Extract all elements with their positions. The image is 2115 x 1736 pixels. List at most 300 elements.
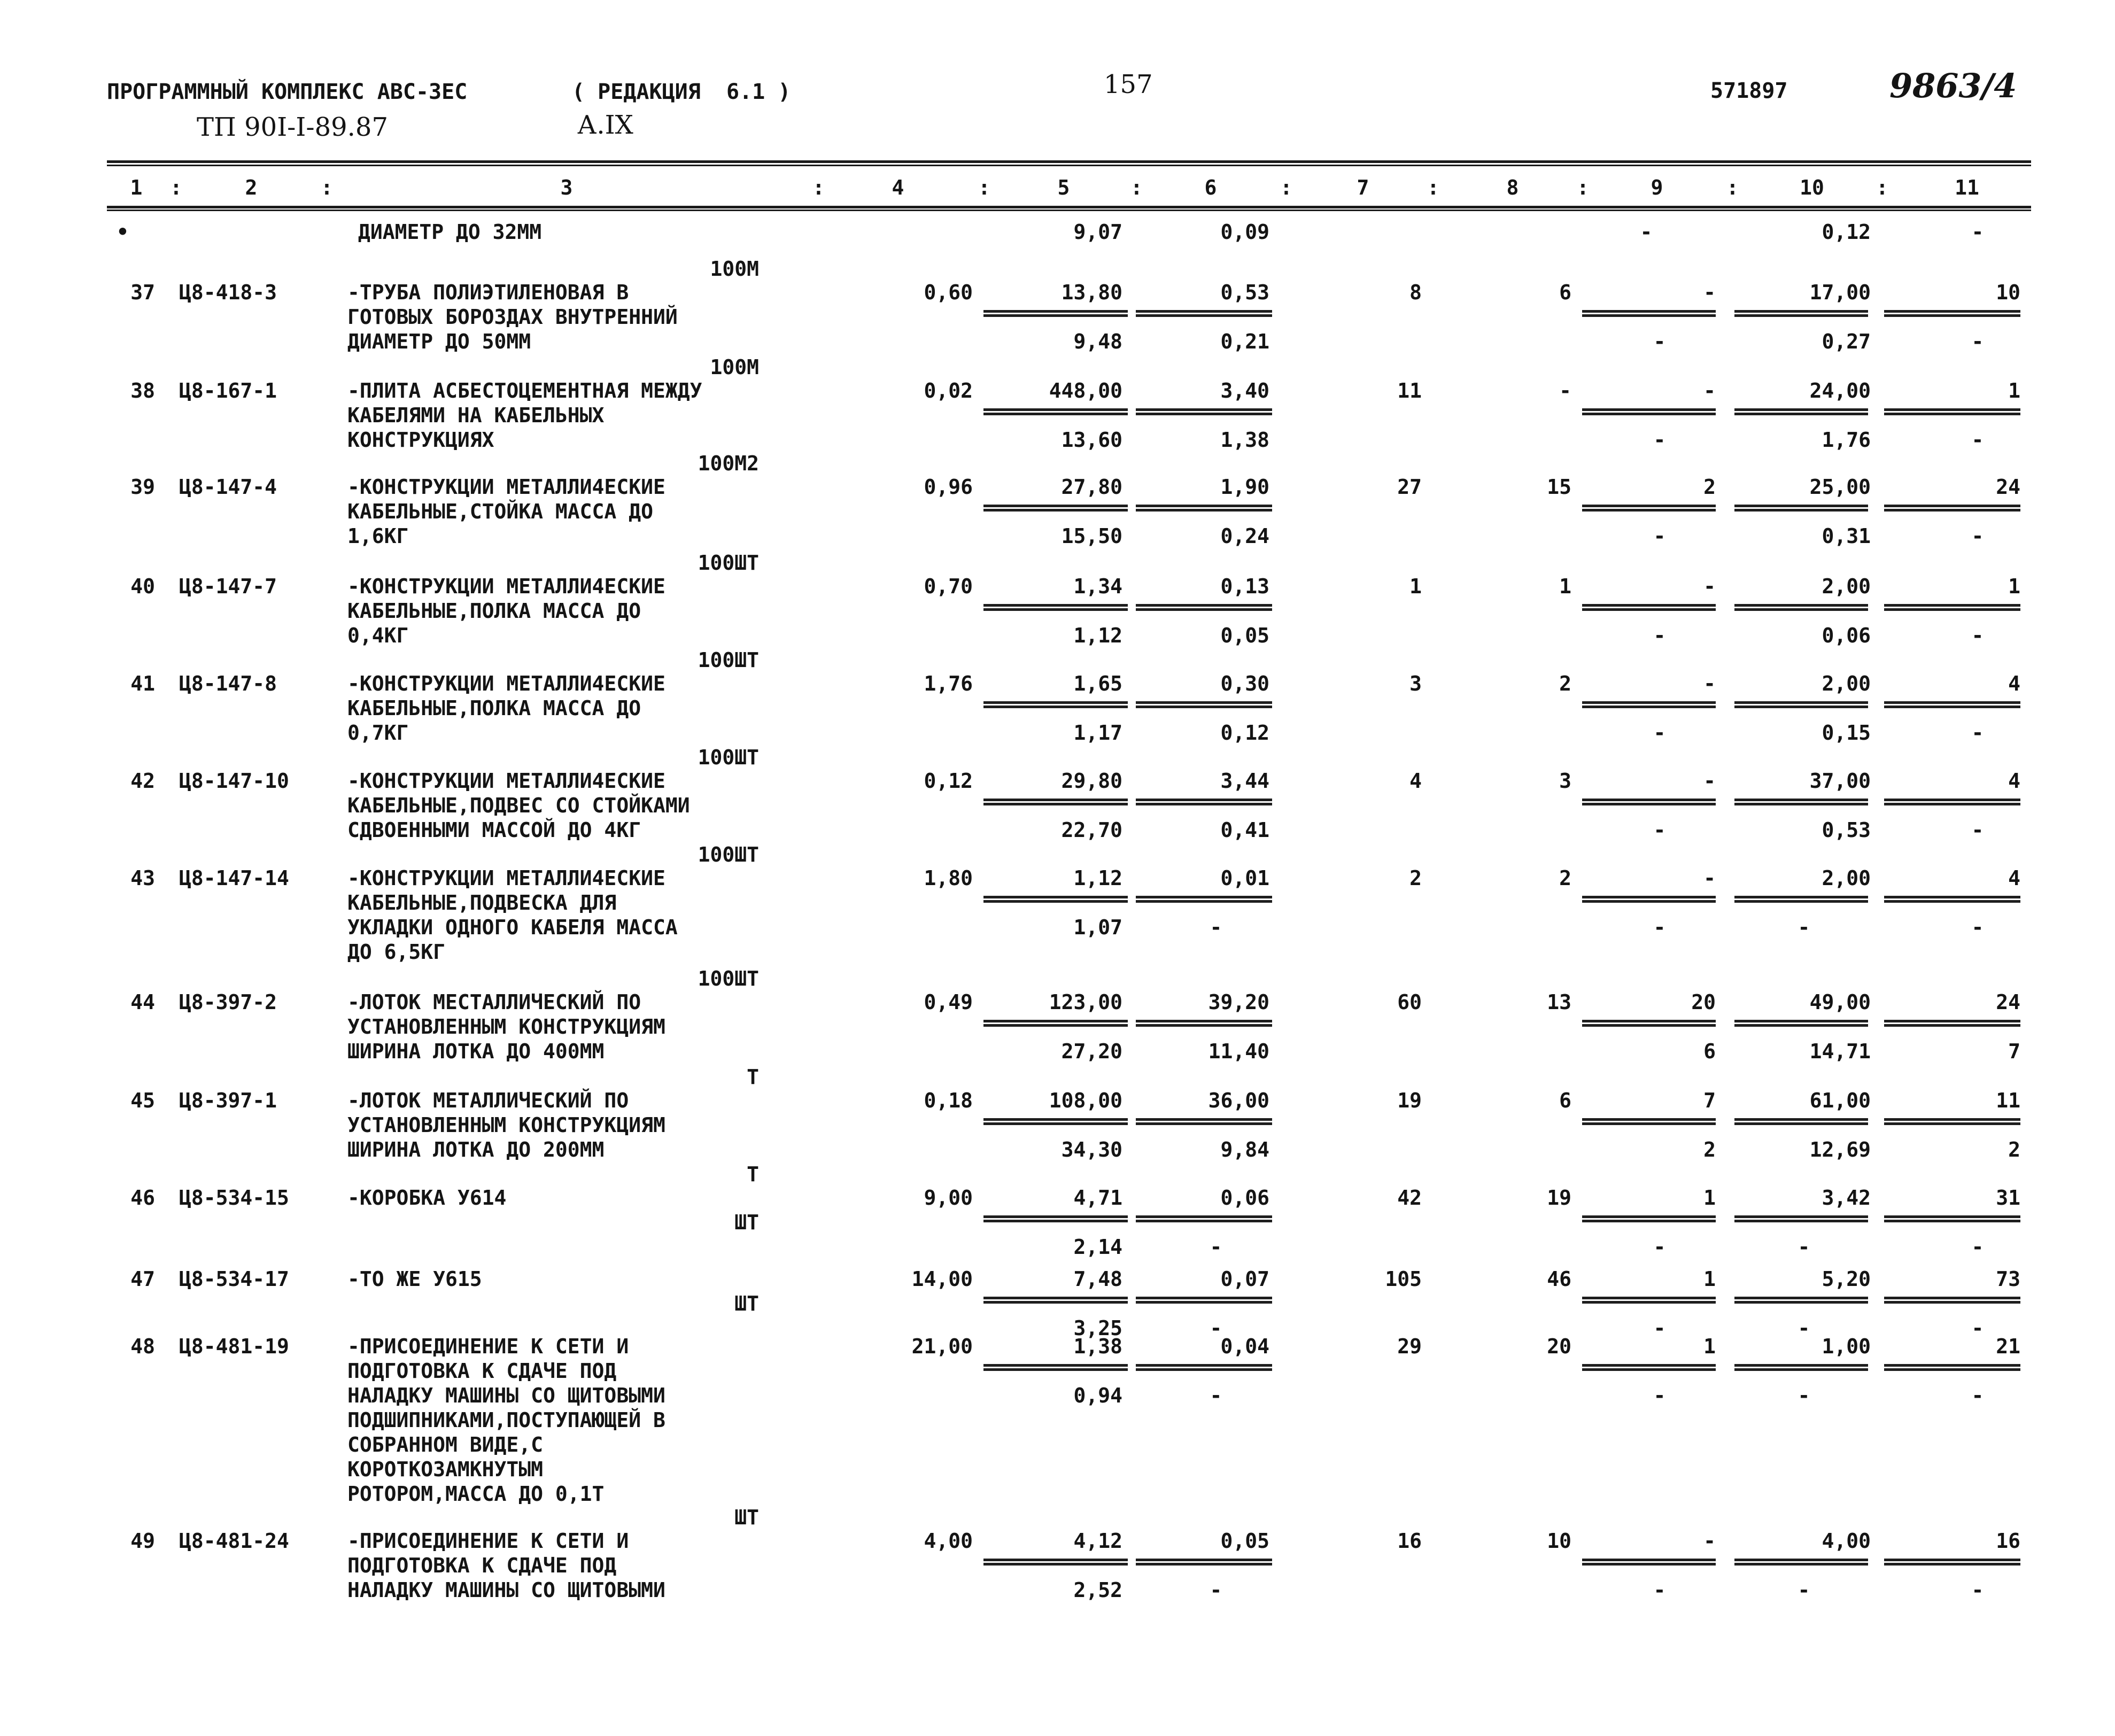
- cell-c9: -: [1703, 1529, 1716, 1553]
- cell-c5: 1,65: [1073, 672, 1122, 695]
- row-description: СДВОЕННЫМИ МАССОЙ ДО 4КГ: [347, 818, 641, 842]
- cell-c8: 15: [1547, 475, 1571, 499]
- row-number: 45: [130, 1089, 155, 1112]
- row-description: 1,6КГ: [347, 524, 409, 548]
- column-separator: :: [1280, 176, 1292, 199]
- underline-c10: [1734, 509, 1868, 511]
- cell-c7: 27: [1397, 475, 1422, 499]
- underline-c6: [1136, 408, 1272, 411]
- underline-c9: [1582, 1563, 1716, 1565]
- cell-c7: 3: [1409, 672, 1422, 695]
- cell-c10-sub: 1,76: [1822, 428, 1871, 452]
- underline-c11: [1884, 701, 2020, 704]
- row-description: КОНСТРУКЦИЯХ: [347, 428, 494, 452]
- continuation-c10: 0,12: [1822, 220, 1871, 244]
- row-description: -КОНСТРУКЦИИ МЕТАЛЛИ4ЕСКИЕ: [347, 769, 665, 793]
- row-description: -ПРИСОЕДИНЕНИЕ К СЕТИ И: [347, 1335, 629, 1358]
- row-description: КОРОТКОЗАМКНУТЫМ: [347, 1458, 544, 1481]
- underline-c6: [1136, 1297, 1272, 1299]
- underline-c5: [983, 505, 1128, 507]
- underline-c9: [1582, 701, 1716, 704]
- cell-c9-sub: -: [1653, 1235, 1666, 1259]
- row-code: Ц8-147-7: [179, 575, 277, 598]
- cell-c6-sub: -: [1210, 1578, 1222, 1602]
- cell-c10: 2,00: [1822, 575, 1871, 598]
- unit-label: ШТ: [734, 1292, 759, 1315]
- cell-c7: 42: [1397, 1186, 1422, 1210]
- cell-c11: 4: [2008, 866, 2020, 890]
- edition-label: ( РЕДАКЦИЯ 6.1 ): [572, 80, 791, 104]
- underline-c11: [1884, 799, 2020, 801]
- cell-c6-sub: 11,40: [1208, 1040, 1269, 1063]
- underline-c9: [1582, 1024, 1716, 1027]
- cell-c9: 1: [1703, 1186, 1716, 1210]
- row-description: -ЛОТОК МЕСТАЛЛИЧЕСКИЙ ПО: [347, 990, 641, 1014]
- column-separator: :: [978, 176, 990, 199]
- cell-c10: 49,00: [1809, 990, 1871, 1014]
- underline-c11: [1884, 1301, 2020, 1304]
- underline-c11: [1884, 1297, 2020, 1299]
- header-top-rule-2: [107, 165, 2031, 166]
- underline-c6: [1136, 1122, 1272, 1125]
- cell-c11-sub: -: [1971, 330, 1984, 353]
- cell-c6-sub: 0,24: [1220, 524, 1269, 548]
- cell-c9: -: [1703, 672, 1716, 695]
- header-bottom-rule: [107, 206, 2031, 208]
- cell-c5-sub: 0,94: [1073, 1384, 1122, 1407]
- underline-c11: [1884, 896, 2020, 898]
- underline-c9: [1582, 1020, 1716, 1022]
- underline-c11: [1884, 1215, 2020, 1218]
- cell-c11-sub: -: [1971, 721, 1984, 745]
- cell-c4: 0,18: [924, 1089, 973, 1112]
- cell-c5: 108,00: [1049, 1089, 1122, 1112]
- underline-c5: [983, 1563, 1128, 1565]
- cell-c7: 60: [1397, 990, 1422, 1014]
- cell-c10-sub: -: [1798, 1235, 1810, 1259]
- underline-c9: [1582, 1220, 1716, 1222]
- underline-c11: [1884, 803, 2020, 805]
- cell-c5-sub: 3,25: [1073, 1316, 1122, 1340]
- row-description: КАБЕЛЬНЫЕ,ПОЛКА МАССА ДО: [347, 696, 641, 720]
- row-code: Ц8-147-8: [179, 672, 277, 695]
- underline-c11: [1884, 413, 2020, 415]
- row-number: 47: [130, 1267, 155, 1291]
- cell-c6-sub: -: [1210, 1316, 1222, 1340]
- cell-c4: 9,00: [924, 1186, 973, 1210]
- cell-c8: 10: [1547, 1529, 1571, 1553]
- underline-c10: [1734, 1118, 1868, 1121]
- cell-c5-sub: 1,07: [1073, 916, 1122, 939]
- cell-c9-sub: -: [1653, 428, 1666, 452]
- cell-c6: 0,30: [1220, 672, 1269, 695]
- row-code: Ц8-481-19: [179, 1335, 289, 1358]
- underline-c11: [1884, 1563, 2020, 1565]
- column-header-10: 10: [1800, 176, 1824, 199]
- underline-c6: [1136, 1301, 1272, 1304]
- underline-c5: [983, 701, 1128, 704]
- cell-c6: 0,06: [1220, 1186, 1269, 1210]
- cell-c5: 1,12: [1073, 866, 1122, 890]
- underline-c11: [1884, 604, 2020, 607]
- cell-c11: 21: [1996, 1335, 2020, 1358]
- cell-c5: 448,00: [1049, 379, 1122, 402]
- cell-c11-sub: -: [1971, 1384, 1984, 1407]
- cell-c10: 37,00: [1809, 769, 1871, 793]
- row-description: НАЛАДКУ МАШИНЫ СО ЩИТОВЫМИ: [347, 1578, 665, 1602]
- cell-c5-sub: 1,17: [1073, 721, 1122, 745]
- cell-c6: 0,05: [1220, 1529, 1269, 1553]
- row-description: 0,4КГ: [347, 624, 409, 647]
- cell-c11-sub: -: [1971, 524, 1984, 548]
- underline-c6: [1136, 608, 1272, 611]
- row-code: Ц8-534-17: [179, 1267, 289, 1291]
- cell-c11-sub: 2: [2008, 1138, 2020, 1161]
- underline-c10: [1734, 1220, 1868, 1222]
- underline-c6: [1136, 604, 1272, 607]
- cell-c5: 7,48: [1073, 1267, 1122, 1291]
- cell-c9-sub: -: [1653, 524, 1666, 548]
- row-description: СОБРАННОМ ВИДЕ,С: [347, 1433, 544, 1456]
- cell-c10-sub: 0,15: [1822, 721, 1871, 745]
- cell-c4: 0,60: [924, 281, 973, 304]
- cell-c10-sub: 0,31: [1822, 524, 1871, 548]
- cell-c4: 0,70: [924, 575, 973, 598]
- cell-c9-sub: 6: [1703, 1040, 1716, 1063]
- row-number: 38: [130, 379, 155, 402]
- row-description: 0,7КГ: [347, 721, 409, 745]
- row-number: 43: [130, 866, 155, 890]
- cell-c4: 21,00: [911, 1335, 973, 1358]
- unit-label: 100ШТ: [698, 843, 759, 866]
- underline-c5: [983, 1215, 1128, 1218]
- row-number: 44: [130, 990, 155, 1014]
- row-number: 40: [130, 575, 155, 598]
- underline-c11: [1884, 509, 2020, 511]
- cell-c9: -: [1703, 769, 1716, 793]
- underline-c9: [1582, 1364, 1716, 1367]
- row-description: ГОТОВЫХ БОРОЗДАХ ВНУТРЕННИЙ: [347, 305, 678, 329]
- column-separator: :: [1876, 176, 1888, 199]
- cell-c9: -: [1703, 575, 1716, 598]
- cell-c10: 1,00: [1822, 1335, 1871, 1358]
- underline-c10: [1734, 1301, 1868, 1304]
- underline-c5: [983, 310, 1128, 313]
- underline-c5: [983, 608, 1128, 611]
- column-header-4: 4: [892, 176, 904, 199]
- cell-c7: 2: [1409, 866, 1422, 890]
- cell-c5: 123,00: [1049, 990, 1122, 1014]
- cell-c6-sub: -: [1210, 1384, 1222, 1407]
- column-separator: :: [1726, 176, 1739, 199]
- underline-c5: [983, 413, 1128, 415]
- cell-c5: 27,80: [1061, 475, 1122, 499]
- underline-c6: [1136, 1368, 1272, 1371]
- cell-c10: 61,00: [1809, 1089, 1871, 1112]
- unit-label: 100ШТ: [698, 746, 759, 769]
- underline-c9: [1582, 505, 1716, 507]
- underline-c10: [1734, 408, 1868, 411]
- unit-label: Т: [747, 1162, 759, 1186]
- cell-c7: 11: [1397, 379, 1422, 402]
- cell-c4: 0,02: [924, 379, 973, 402]
- cell-c7: 105: [1385, 1267, 1422, 1291]
- cell-c4: 0,49: [924, 990, 973, 1014]
- underline-c11: [1884, 706, 2020, 708]
- underline-c6: [1136, 505, 1272, 507]
- cell-c11-sub: -: [1971, 916, 1984, 939]
- underline-c6: [1136, 314, 1272, 317]
- underline-c5: [983, 799, 1128, 801]
- cell-c9: 1: [1703, 1335, 1716, 1358]
- row-code: Ц8-147-4: [179, 475, 277, 499]
- unit-label: 100М: [710, 257, 759, 281]
- cell-c11: 31: [1996, 1186, 2020, 1210]
- cell-c5-sub: 1,12: [1073, 624, 1122, 647]
- cell-c9: 7: [1703, 1089, 1716, 1112]
- underline-c6: [1136, 1024, 1272, 1027]
- underline-c5: [983, 900, 1128, 903]
- project-code: ТП 90I-I-89.87: [197, 112, 388, 142]
- cell-c6-sub: 0,05: [1220, 624, 1269, 647]
- cell-c7: 1: [1409, 575, 1422, 598]
- cell-c5-sub: 22,70: [1061, 818, 1122, 842]
- cell-c6: 39,20: [1208, 990, 1269, 1014]
- underline-c6: [1136, 509, 1272, 511]
- row-code: Ц8-147-10: [179, 769, 289, 793]
- cell-c9-sub: -: [1653, 1578, 1666, 1602]
- underline-c11: [1884, 314, 2020, 317]
- underline-c10: [1734, 1122, 1868, 1125]
- underline-c9: [1582, 1297, 1716, 1299]
- cell-c8: 13: [1547, 990, 1571, 1014]
- underline-c6: [1136, 1559, 1272, 1561]
- cell-c6-sub: -: [1210, 1235, 1222, 1259]
- underline-c10: [1734, 1364, 1868, 1367]
- row-code: Ц8-397-1: [179, 1089, 277, 1112]
- cell-c9: 2: [1703, 475, 1716, 499]
- cell-c5-sub: 27,20: [1061, 1040, 1122, 1063]
- unit-label: ШТ: [734, 1506, 759, 1529]
- row-description: УКЛАДКИ ОДНОГО КАБЕЛЯ МАССА: [347, 916, 678, 939]
- unit-label: ШТ: [734, 1211, 759, 1234]
- underline-c6: [1136, 1220, 1272, 1222]
- cell-c9: 1: [1703, 1267, 1716, 1291]
- cell-c10-sub: -: [1798, 1384, 1810, 1407]
- row-number: 41: [130, 672, 155, 695]
- continuation-c9: -: [1640, 220, 1653, 244]
- column-header-6: 6: [1204, 176, 1217, 199]
- cell-c7: 4: [1409, 769, 1422, 793]
- handwritten-number: 9863/4: [1889, 66, 2017, 105]
- row-description: -ТО ЖЕ У615: [347, 1267, 482, 1291]
- underline-c10: [1734, 1297, 1868, 1299]
- underline-c5: [983, 604, 1128, 607]
- cell-c6: 0,01: [1220, 866, 1269, 890]
- column-header-7: 7: [1357, 176, 1369, 199]
- underline-c5: [983, 314, 1128, 317]
- cell-c5-sub: 9,48: [1073, 330, 1122, 353]
- underline-c9: [1582, 608, 1716, 611]
- cell-c4: 1,80: [924, 866, 973, 890]
- underline-c9: [1582, 900, 1716, 903]
- cell-c10-sub: 0,53: [1822, 818, 1871, 842]
- cell-c4: 4,00: [924, 1529, 973, 1553]
- underline-c5: [983, 706, 1128, 708]
- underline-c6: [1136, 310, 1272, 313]
- cell-c11: 4: [2008, 769, 2020, 793]
- underline-c10: [1734, 310, 1868, 313]
- row-description: -ПРИСОЕДИНЕНИЕ К СЕТИ И: [347, 1529, 629, 1553]
- underline-c9: [1582, 1118, 1716, 1121]
- underline-c11: [1884, 1368, 2020, 1371]
- underline-c11: [1884, 1020, 2020, 1022]
- underline-c6: [1136, 803, 1272, 805]
- cell-c6: 3,40: [1220, 379, 1269, 402]
- cell-c8: -: [1559, 379, 1571, 402]
- underline-c5: [983, 1559, 1128, 1561]
- row-number: 37: [130, 281, 155, 304]
- row-code: Ц8-418-3: [179, 281, 277, 304]
- underline-c5: [983, 1122, 1128, 1125]
- cell-c11-sub: 7: [2008, 1040, 2020, 1063]
- continuation-c6: 0,09: [1220, 220, 1269, 244]
- unit-label: 100М: [710, 355, 759, 379]
- cell-c5: 13,80: [1061, 281, 1122, 304]
- row-description: -ЛОТОК МЕТАЛЛИЧЕСКИЙ ПО: [347, 1089, 629, 1112]
- underline-c6: [1136, 1118, 1272, 1121]
- page-number: 157: [1104, 69, 1153, 99]
- cell-c8: 6: [1559, 1089, 1571, 1112]
- unit-label: 100М2: [698, 452, 759, 475]
- row-description: УСТАНОВЛЕННЫМ КОНСТРУКЦИЯМ: [347, 1015, 665, 1038]
- cell-c9-sub: -: [1653, 721, 1666, 745]
- cell-c6: 0,13: [1220, 575, 1269, 598]
- underline-c11: [1884, 1024, 2020, 1027]
- column-separator: :: [321, 176, 333, 199]
- row-code: Ц8-147-14: [179, 866, 289, 890]
- cell-c9-sub: -: [1653, 624, 1666, 647]
- column-separator: :: [812, 176, 825, 199]
- underline-c9: [1582, 1301, 1716, 1304]
- underline-c9: [1582, 413, 1716, 415]
- underline-c9: [1582, 408, 1716, 411]
- cell-c9: -: [1703, 281, 1716, 304]
- underline-c9: [1582, 706, 1716, 708]
- cell-c7: 29: [1397, 1335, 1422, 1358]
- cell-c11: 24: [1996, 990, 2020, 1014]
- continuation-text: ДИАМЕТР ДО 32ММ: [358, 220, 542, 244]
- cell-c5: 29,80: [1061, 769, 1122, 793]
- row-description: -КОНСТРУКЦИИ МЕТАЛЛИ4ЕСКИЕ: [347, 672, 665, 695]
- cell-c6: 3,44: [1220, 769, 1269, 793]
- row-description: -КОНСТРУКЦИИ МЕТАЛЛИ4ЕСКИЕ: [347, 575, 665, 598]
- underline-c10: [1734, 413, 1868, 415]
- underline-c11: [1884, 1559, 2020, 1561]
- underline-c11: [1884, 1220, 2020, 1222]
- cell-c5: 4,12: [1073, 1529, 1122, 1553]
- row-code: Ц8-481-24: [179, 1529, 289, 1553]
- row-description: УСТАНОВЛЕННЫМ КОНСТРУКЦИЯМ: [347, 1113, 665, 1137]
- row-number: 46: [130, 1186, 155, 1210]
- underline-c9: [1582, 803, 1716, 805]
- underline-c5: [983, 1118, 1128, 1121]
- unit-label: 100ШТ: [698, 551, 759, 575]
- cell-c8: 20: [1547, 1335, 1571, 1358]
- cell-c9-sub: -: [1653, 1384, 1666, 1407]
- row-description: ПОДГОТОВКА К СДАЧЕ ПОД: [347, 1554, 617, 1577]
- underline-c5: [983, 1020, 1128, 1022]
- cell-c8: 1: [1559, 575, 1571, 598]
- continuation-c5: 9,07: [1073, 220, 1122, 244]
- underline-c11: [1884, 1122, 2020, 1125]
- cell-c11: 1: [2008, 575, 2020, 598]
- cell-c9: -: [1703, 379, 1716, 402]
- underline-c10: [1734, 1215, 1868, 1218]
- underline-c10: [1734, 1559, 1868, 1561]
- underline-c5: [983, 1301, 1128, 1304]
- underline-c10: [1734, 1020, 1868, 1022]
- cell-c6-sub: 0,21: [1220, 330, 1269, 353]
- row-description: КАБЕЛЯМИ НА КАБЕЛЬНЫХ: [347, 404, 605, 427]
- cell-c9-sub: -: [1653, 330, 1666, 353]
- cell-c10: 3,42: [1822, 1186, 1871, 1210]
- underline-c6: [1136, 799, 1272, 801]
- underline-c5: [983, 1297, 1128, 1299]
- column-header-1: 1: [130, 176, 143, 199]
- underline-c10: [1734, 701, 1868, 704]
- cell-c8: 6: [1559, 281, 1571, 304]
- cell-c8: 2: [1559, 866, 1571, 890]
- underline-c9: [1582, 310, 1716, 313]
- underline-c10: [1734, 1024, 1868, 1027]
- cell-c8: 46: [1547, 1267, 1571, 1291]
- underline-c5: [983, 1024, 1128, 1027]
- row-code: Ц8-397-2: [179, 990, 277, 1014]
- underline-c9: [1582, 1215, 1716, 1218]
- cell-c9-sub: 2: [1703, 1138, 1716, 1161]
- underline-c11: [1884, 310, 2020, 313]
- column-header-11: 11: [1955, 176, 1979, 199]
- underline-c10: [1734, 803, 1868, 805]
- cell-c10: 2,00: [1822, 672, 1871, 695]
- row-description: ПОДШИПНИКАМИ,ПОСТУПАЮЩЕЙ В: [347, 1408, 665, 1432]
- underline-c5: [983, 896, 1128, 898]
- underline-c9: [1582, 1559, 1716, 1561]
- row-description: ДО 6,5КГ: [347, 940, 446, 964]
- underline-c9: [1582, 896, 1716, 898]
- underline-c5: [983, 1368, 1128, 1371]
- continuation-dot: •: [117, 220, 129, 244]
- underline-c6: [1136, 896, 1272, 898]
- cell-c7: 16: [1397, 1529, 1422, 1553]
- underline-c10: [1734, 608, 1868, 611]
- cell-c11: 16: [1996, 1529, 2020, 1553]
- underline-c10: [1734, 604, 1868, 607]
- underline-c11: [1884, 1364, 2020, 1367]
- column-separator: :: [1577, 176, 1589, 199]
- column-separator: :: [1427, 176, 1439, 199]
- underline-c9: [1582, 799, 1716, 801]
- column-header-5: 5: [1057, 176, 1070, 199]
- cell-c6-sub: 9,84: [1220, 1138, 1269, 1161]
- underline-c5: [983, 803, 1128, 805]
- row-description: -ПЛИТА АСБЕСТОЦЕМЕНТНАЯ МЕЖДУ: [347, 379, 702, 402]
- cell-c6: 0,07: [1220, 1267, 1269, 1291]
- column-header-9: 9: [1651, 176, 1663, 199]
- cell-c10-sub: -: [1798, 1578, 1810, 1602]
- cell-c6: 0,04: [1220, 1335, 1269, 1358]
